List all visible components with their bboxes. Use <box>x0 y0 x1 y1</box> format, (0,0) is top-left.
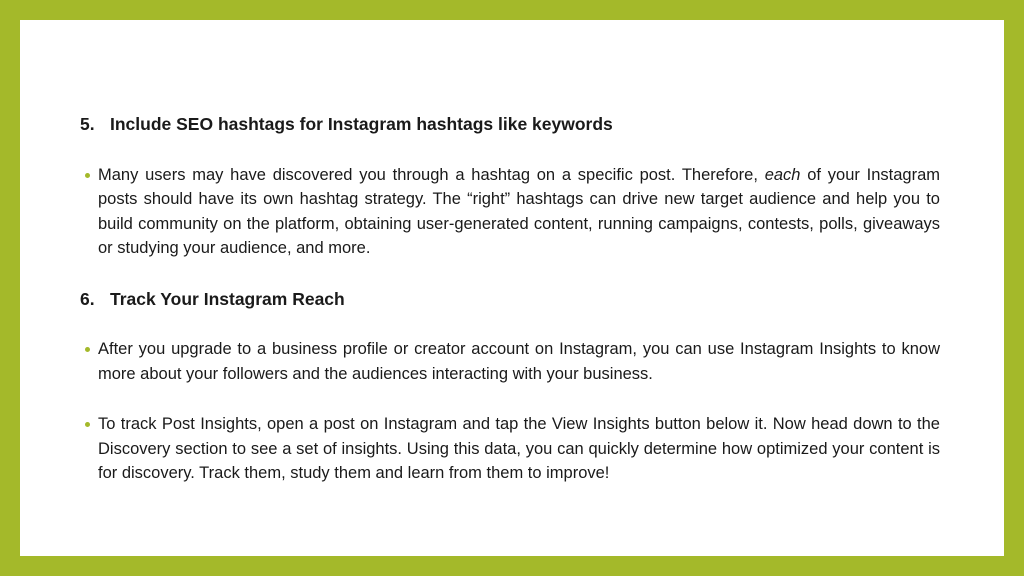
section-number: 6. <box>80 288 95 309</box>
bullet-item <box>80 163 940 261</box>
slide-content <box>80 112 940 486</box>
section-number: 5. <box>80 114 95 134</box>
section-heading-6 <box>80 287 940 312</box>
bullet-text: Many users may have discovered you through a hashtag on a specific post. Therefore, <box>98 165 765 184</box>
section-title: Track Your Instagram Reach <box>110 288 345 309</box>
bullet-text: of your Instagram posts should have its own hashtag strategy. The “right” hashtags can drive new target audience and help you to build community on the platform, obtaining user-generated content, running campaigns, contests, polls, giveaways or studying your audience, and more. <box>98 165 940 257</box>
bullet-item: To track Post Insights, open a post on Instagram and tap the View Insights button below it. Now head down to the Discovery section to see a set of insights. Using this data, you can quickly determine how optimized your content is for discovery. Track them, study them and learn from them to improve! <box>80 412 940 486</box>
bullet-item: After you upgrade to a business profile or creator account on Instagram, you can use Instagram Insights to know more about your followers and the audiences interacting with your business. <box>80 337 940 386</box>
bullet-emphasis: each <box>764 165 801 184</box>
section-title: Include SEO hashtags for Instagram hashtags like keywords <box>110 114 613 134</box>
section-heading-5 <box>80 112 940 137</box>
slide <box>20 20 1004 556</box>
